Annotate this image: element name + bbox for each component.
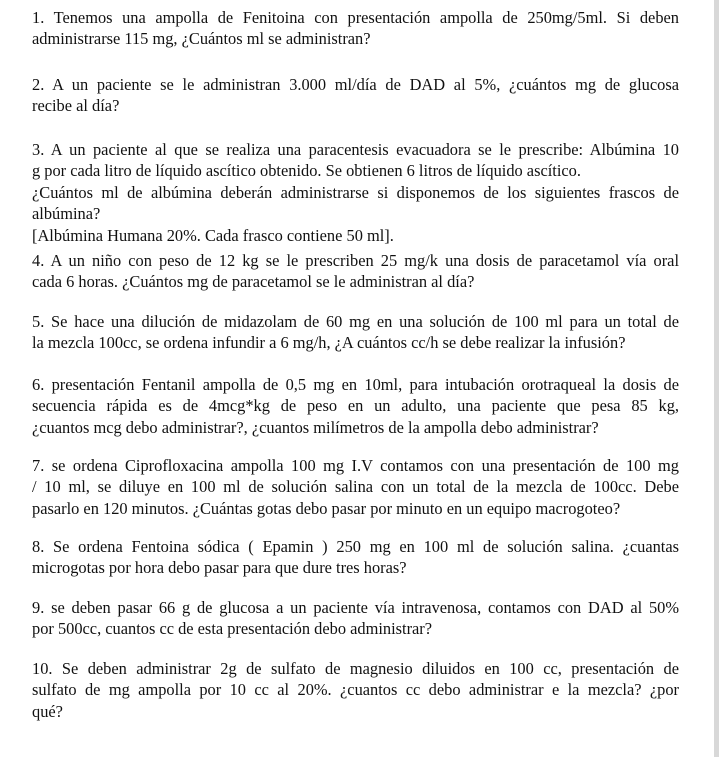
question-line: por 500cc, cuantos cc de esta presentación debo administrar? xyxy=(32,619,433,639)
question-3 xyxy=(32,139,679,246)
question-line: 4. A un niño con peso de 12 kg se le prescriben 25 mg/k una dosis de paracetamol vía oral xyxy=(32,251,679,270)
question-line: pasarlo en 120 minutos. ¿Cuántas gotas debo pasar por minuto en un equipo macrogoteo? xyxy=(32,498,621,518)
question-line: cada 6 horas. ¿Cuántos mg de paracetamol se le administran al día? xyxy=(32,272,475,292)
question-10 xyxy=(32,658,679,722)
question-line: [Albúmina Humana 20%. Cada frasco contiene 50 ml]. xyxy=(32,225,394,245)
question-7 xyxy=(32,455,679,519)
question-line: albúmina? xyxy=(32,204,101,224)
question-9 xyxy=(32,597,679,640)
question-1 xyxy=(32,7,679,50)
question-line: 3. A un paciente al que se realiza una paracentesis evacuadora se le prescribe: Albúmina 10 xyxy=(32,140,679,159)
question-line: 10. Se deben administrar 2g de sulfato de magnesio diluidos en 100 cc, presentación de xyxy=(32,659,679,678)
question-line: secuencia rápida es de 4mcg*kg de peso en un adulto, una paciente que pesa 85 kg, xyxy=(32,396,679,416)
question-8 xyxy=(32,536,679,579)
question-line: 6. presentación Fentanil ampolla de 0,5 mg en 10ml, para intubación orotraqueal la dosis de xyxy=(32,375,679,394)
question-line: 8. Se ordena Fentoina sódica ( Epamin ) 250 mg en 100 ml de solución salina. ¿cuantas xyxy=(32,537,679,556)
question-line: la mezcla 100cc, se ordena infundir a 6 mg/h, ¿A cuántos cc/h se debe realizar la infusión? xyxy=(32,333,626,353)
question-line: 1. Tenemos una ampolla de Fenitoina con presentación ampolla de 250mg/5ml. Si deben xyxy=(32,8,679,27)
question-5 xyxy=(32,311,679,354)
question-line: sulfato de mg ampolla por 10 cc al 20%. ¿cuantos cc debo administrar e la mezcla? ¿por xyxy=(32,680,679,700)
question-line: qué? xyxy=(32,701,63,721)
question-4 xyxy=(32,250,679,293)
question-line: 2. A un paciente se le administran 3.000 ml/día de DAD al 5%, ¿cuántos mg de glucosa xyxy=(32,75,679,94)
question-line: 7. se ordena Ciprofloxacina ampolla 100 mg I.V contamos con una presentación de 100 mg xyxy=(32,456,679,475)
scrollbar[interactable] xyxy=(714,0,719,757)
question-line: recibe al día? xyxy=(32,96,120,116)
question-line: 9. se deben pasar 66 g de glucosa a un paciente vía intravenosa, contamos con DAD al 50% xyxy=(32,598,679,617)
question-line: ¿cuantos mcg debo administrar?, ¿cuantos milímetros de la ampolla debo administrar? xyxy=(32,417,599,437)
question-line: / 10 ml, se diluye en 100 ml de solución salina con un total de la mezcla de 100cc. Debe xyxy=(32,477,679,497)
question-6 xyxy=(32,374,679,438)
question-line: ¿Cuántos ml de albúmina deberán administrarse si disponemos de los siguientes frascos de xyxy=(32,182,679,202)
question-line: microgotas por hora debo pasar para que dure tres horas? xyxy=(32,558,407,578)
question-2 xyxy=(32,74,679,117)
question-line: 5. Se hace una dilución de midazolam de 60 mg en una solución de 100 ml para un total de xyxy=(32,312,679,331)
question-line: administrarse 115 mg, ¿Cuántos ml se administran? xyxy=(32,29,371,49)
question-line: g por cada litro de líquido ascítico obtenido. Se obtienen 6 litros de líquido ascítico. xyxy=(32,161,581,181)
